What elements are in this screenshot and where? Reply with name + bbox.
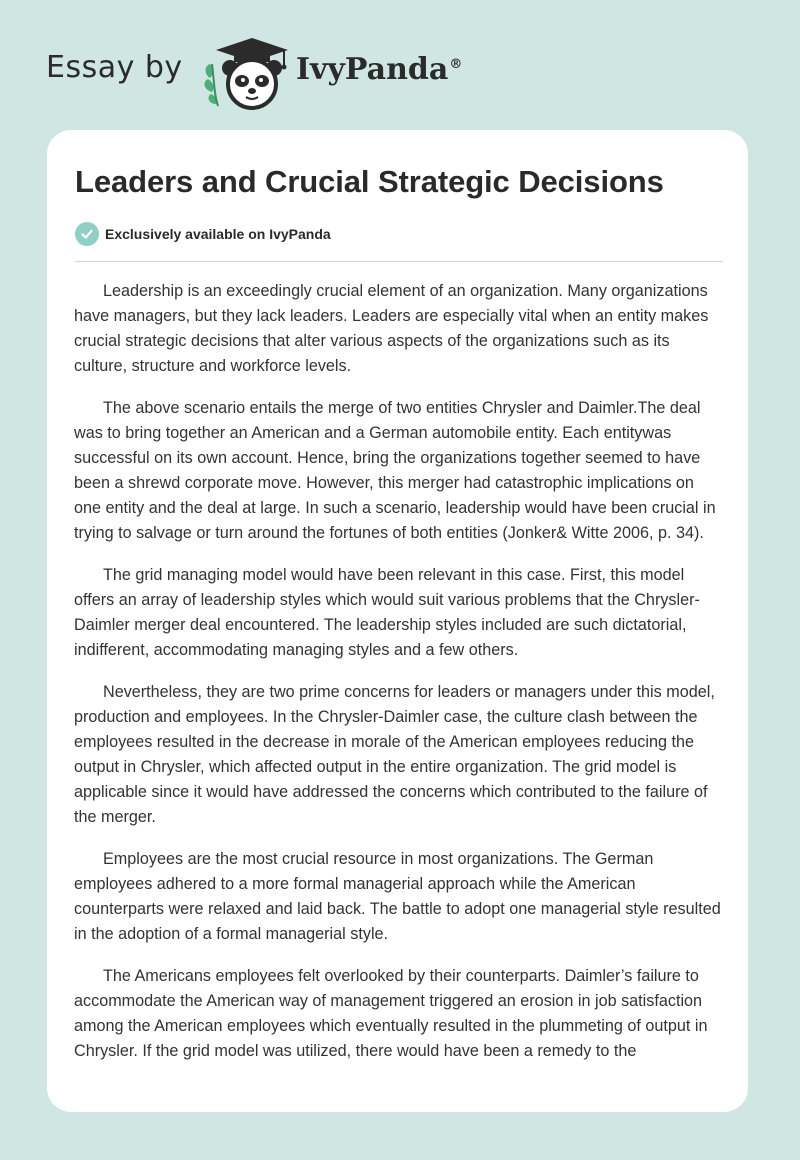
panda-graduate-logo-icon[interactable]	[200, 34, 292, 110]
registered-mark: ®	[449, 57, 463, 72]
paragraph: The above scenario entails the merge of two entities Chrysler and Daimler.The deal was to bring together an American and a German automobile entity. Each entitywas successful on its own account. Hence, bring the organizations together seemed to have been a shrewd corporate move. However, this merger had catastrophic implications on one entity and the deal at large. In such a scenario, leadership would have been crucial in trying to salvage or turn around the fortunes of both entities (Jonker& Witte 2006, p. 34).	[74, 399, 716, 542]
page-title: Leaders and Crucial Strategic Decisions	[75, 164, 664, 199]
paragraph: Nevertheless, they are two prime concerns for leaders or managers under this model, production and employees. In the Chrysler-Daimler case, the culture clash between the employees resulted in the decrease in morale of the American employees reducing the output in Chrysler, which affected output in the entire organization. The grid model is applicable since it would have addressed the concerns which contributed to the failure of the merger.	[74, 683, 715, 826]
paragraph: Employees are the most crucial resource in most organizations. The German employees adhered to a more formal managerial approach while the American counterparts were relaxed and laid back. The battle to adopt one managerial style resulted in the adoption of a formal managerial style.	[74, 850, 721, 943]
essay-card	[47, 130, 748, 1112]
paragraph: The grid managing model would have been relevant in this case. First, this model offers an array of leadership styles which would suit various problems that the Chrysler-Daimler merger deal encountered. The leadership styles included are such dictatorial, indifferent, accommodating managing styles and a few others.	[74, 566, 700, 659]
site-header	[0, 0, 800, 130]
paragraph: The Americans employees felt overlooked by their counterparts. Daimler’s failure to accommodate the American way of management triggered an erosion in job satisfaction among the American employees which eventually resulted in the plummeting of output in Chrysler. If the grid model was utilized, there would have been a remedy to the	[74, 967, 708, 1060]
badge-label: Exclusively available on IvyPanda	[105, 226, 331, 242]
checkmark-icon	[75, 222, 99, 246]
essay-body	[74, 279, 724, 1081]
essay-by-label: Essay by	[46, 50, 183, 85]
paragraph: Leadership is an exceedingly crucial element of an organization. Many organizations have managers, but they lack leaders. Leaders are especially vital when an entity makes crucial strategic decisions that alter various aspects of the organizations such as its culture, structure and workforce levels.	[74, 282, 709, 375]
exclusive-badge	[75, 222, 331, 246]
brand-name[interactable]: IvyPanda®	[296, 52, 463, 87]
divider	[75, 261, 723, 262]
